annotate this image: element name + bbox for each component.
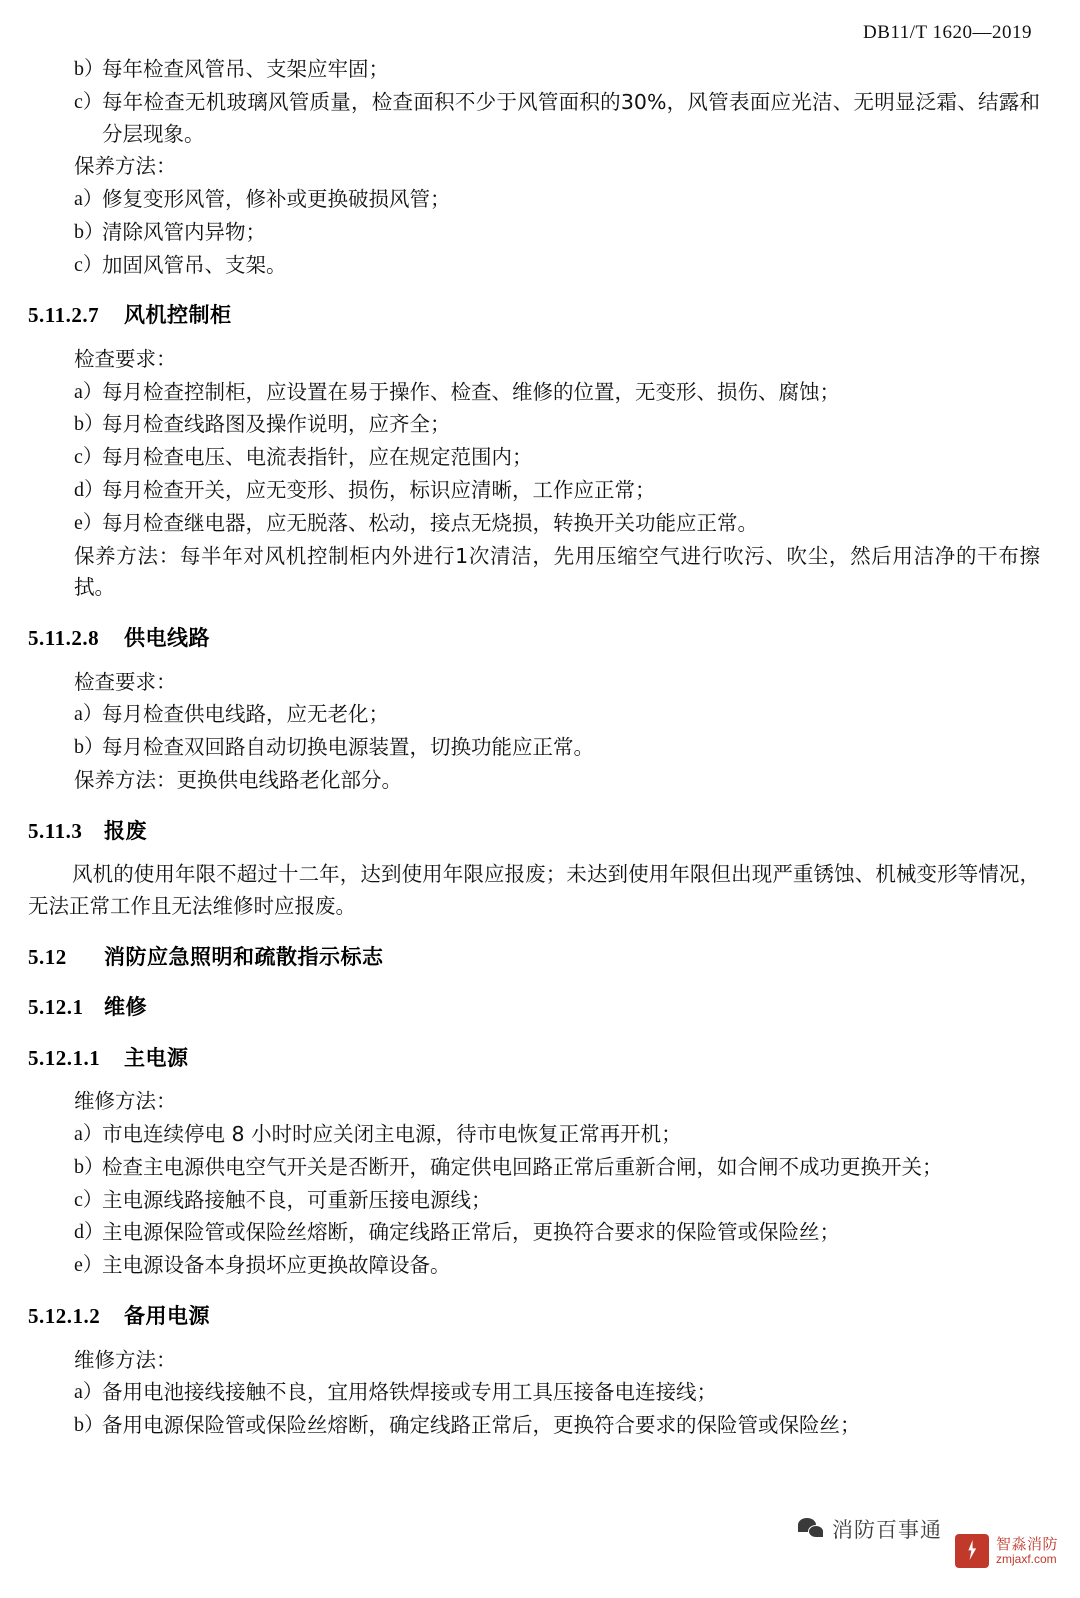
list-marker: a） bbox=[74, 380, 103, 403]
list-text: 每月检查控制柜，应设置在易于操作、检查、维修的位置，无变形、损伤、腐蚀； bbox=[102, 379, 840, 404]
list-text: 修复变形风管，修补或更换破损风管； bbox=[102, 187, 451, 212]
section-number: 5.11.2.7 bbox=[28, 303, 100, 328]
section-title: 风机控制柜 bbox=[124, 303, 232, 328]
list-item bbox=[28, 1185, 1040, 1217]
maintenance-paragraph: 保养方法：每半年对风机控制柜内外进行1次清洁，先用压缩空气进行吹污、吹尘，然后用洁净的干布擦拭。 bbox=[74, 543, 1040, 600]
page-footer bbox=[0, 1502, 1080, 1582]
list-item bbox=[28, 1119, 1040, 1151]
maintenance-label: 保养方法： bbox=[74, 154, 177, 179]
repair-label: 维修方法： bbox=[74, 1347, 177, 1372]
standard-code: DB11/T 1620—2019 bbox=[863, 22, 1032, 43]
list-text: 主电源保险管或保险丝熔断，确定线路正常后，更换符合要求的保险管或保险丝； bbox=[102, 1220, 840, 1245]
list-item bbox=[28, 442, 1040, 474]
section-title: 消防应急照明和疏散指示标志 bbox=[104, 944, 384, 969]
section-title: 备用电源 bbox=[124, 1303, 210, 1328]
list-text: 每月检查开关，应无变形、损伤，标识应清晰，工作应正常； bbox=[102, 477, 656, 502]
document-body bbox=[28, 54, 1040, 1442]
section-heading-5-12-1-1 bbox=[28, 1042, 1040, 1075]
section-heading-5-11-2-8 bbox=[28, 622, 1040, 655]
list-item bbox=[28, 732, 1040, 764]
list-text: 每月检查电压、电流表指针，应在规定范围内； bbox=[102, 445, 533, 470]
list-item bbox=[28, 184, 1040, 216]
list-text: 每年检查风管吊、支架应牢固； bbox=[102, 57, 389, 81]
repair-label: 维修方法： bbox=[74, 1089, 177, 1114]
list-text: 市电连续停电 8 小时时应关闭主电源，待市电恢复正常再开机； bbox=[102, 1122, 682, 1147]
list-marker: c） bbox=[74, 446, 103, 469]
list-marker: c） bbox=[74, 253, 103, 276]
list-marker: b） bbox=[74, 58, 104, 80]
list-marker: b） bbox=[74, 220, 104, 243]
list-item bbox=[28, 1410, 1040, 1442]
section-heading-5-11-2-7 bbox=[28, 299, 1040, 332]
maintenance-paragraph: 保养方法：更换供电线路老化部分。 bbox=[74, 767, 402, 792]
list-marker: a） bbox=[74, 188, 103, 211]
list-item bbox=[28, 475, 1040, 507]
list-marker: b） bbox=[74, 1155, 104, 1178]
scrap-paragraph: 风机的使用年限不超过十二年，达到使用年限应报废；未达到使用年限但出现严重锈蚀、机械变形等情况，无法正常工作且无法维修时应报废。 bbox=[28, 862, 1040, 918]
flame-logo-icon bbox=[955, 1534, 989, 1568]
page-header bbox=[28, 22, 1040, 44]
list-text: 加固风管吊、支架。 bbox=[102, 252, 287, 277]
list-item bbox=[28, 1152, 1040, 1184]
list-item bbox=[28, 1250, 1040, 1282]
inspection-label: 检查要求： bbox=[74, 669, 177, 694]
list-item bbox=[28, 409, 1040, 441]
list-marker: d） bbox=[74, 1221, 104, 1244]
list-text: 备用电源保险管或保险丝熔断，确定线路正常后，更换符合要求的保险管或保险丝； bbox=[102, 1413, 861, 1438]
list-item bbox=[28, 1217, 1040, 1249]
list-item bbox=[28, 508, 1040, 540]
section-number: 5.12.1 bbox=[28, 995, 84, 1020]
list-item bbox=[28, 87, 1040, 151]
section-title: 供电线路 bbox=[124, 626, 210, 651]
list-item bbox=[28, 217, 1040, 249]
list-text: 每年检查无机玻璃风管质量，检查面积不少于风管面积的30%，风管表面应光洁、无明显泛霜、结露和分层现象。 bbox=[102, 89, 1040, 146]
list-marker: e） bbox=[74, 1254, 103, 1277]
inspection-label: 检查要求： bbox=[74, 346, 177, 371]
list-text: 每月检查双回路自动切换电源装置，切换功能应正常。 bbox=[102, 735, 594, 760]
list-item bbox=[28, 377, 1040, 409]
section-heading-5-12 bbox=[28, 941, 1040, 974]
list-item bbox=[28, 699, 1040, 731]
section-title: 报废 bbox=[104, 818, 147, 843]
list-marker: d） bbox=[74, 478, 104, 501]
list-marker: c） bbox=[74, 90, 103, 113]
list-text: 每月检查供电线路，应无老化； bbox=[102, 702, 389, 727]
list-marker: c） bbox=[74, 1188, 103, 1211]
section-heading-5-12-1 bbox=[28, 991, 1040, 1024]
list-item bbox=[28, 54, 1040, 86]
list-item bbox=[28, 250, 1040, 282]
list-marker: b） bbox=[74, 1414, 104, 1437]
list-text: 主电源设备本身损坏应更换故障设备。 bbox=[102, 1253, 451, 1278]
section-title: 维修 bbox=[104, 995, 147, 1020]
section-heading-5-12-1-2 bbox=[28, 1300, 1040, 1333]
section-heading-5-11-3 bbox=[28, 815, 1040, 848]
list-text: 清除风管内异物； bbox=[102, 219, 266, 244]
list-marker: a） bbox=[74, 703, 103, 726]
list-marker: e） bbox=[74, 511, 103, 534]
list-text: 主电源线路接触不良，可重新压接电源线； bbox=[102, 1187, 492, 1212]
section-number: 5.11.2.8 bbox=[28, 626, 100, 651]
list-marker: a） bbox=[74, 1123, 103, 1146]
brand-watermark bbox=[955, 1534, 1058, 1568]
list-text: 每月检查继电器，应无脱落、松动，接点无烧损，转换开关功能应正常。 bbox=[102, 510, 758, 535]
brand-text bbox=[996, 1536, 1058, 1566]
wechat-icon bbox=[798, 1518, 824, 1540]
section-number: 5.12.1.1 bbox=[28, 1045, 101, 1070]
wechat-name: 消防百事通 bbox=[832, 1518, 942, 1542]
brand-name: 智淼消防 bbox=[995, 1534, 1058, 1553]
list-marker: b） bbox=[74, 413, 104, 436]
list-marker: a） bbox=[74, 1381, 103, 1404]
section-number: 5.12 bbox=[28, 944, 67, 969]
list-text: 每月检查线路图及操作说明，应齐全； bbox=[102, 412, 451, 437]
section-number: 5.11.3 bbox=[28, 818, 83, 843]
brand-url: zmjaxf.com bbox=[995, 1551, 1057, 1566]
list-marker: b） bbox=[74, 736, 104, 759]
list-item bbox=[28, 1377, 1040, 1409]
wechat-watermark bbox=[798, 1514, 942, 1544]
section-number: 5.12.1.2 bbox=[28, 1303, 101, 1328]
section-title: 主电源 bbox=[124, 1045, 189, 1070]
list-text: 检查主电源供电空气开关是否断开，确定供电回路正常后重新合闸，如合闸不成功更换开关； bbox=[102, 1154, 943, 1179]
list-text: 备用电池接线接触不良，宜用烙铁焊接或专用工具压接备电连接线； bbox=[102, 1380, 717, 1405]
